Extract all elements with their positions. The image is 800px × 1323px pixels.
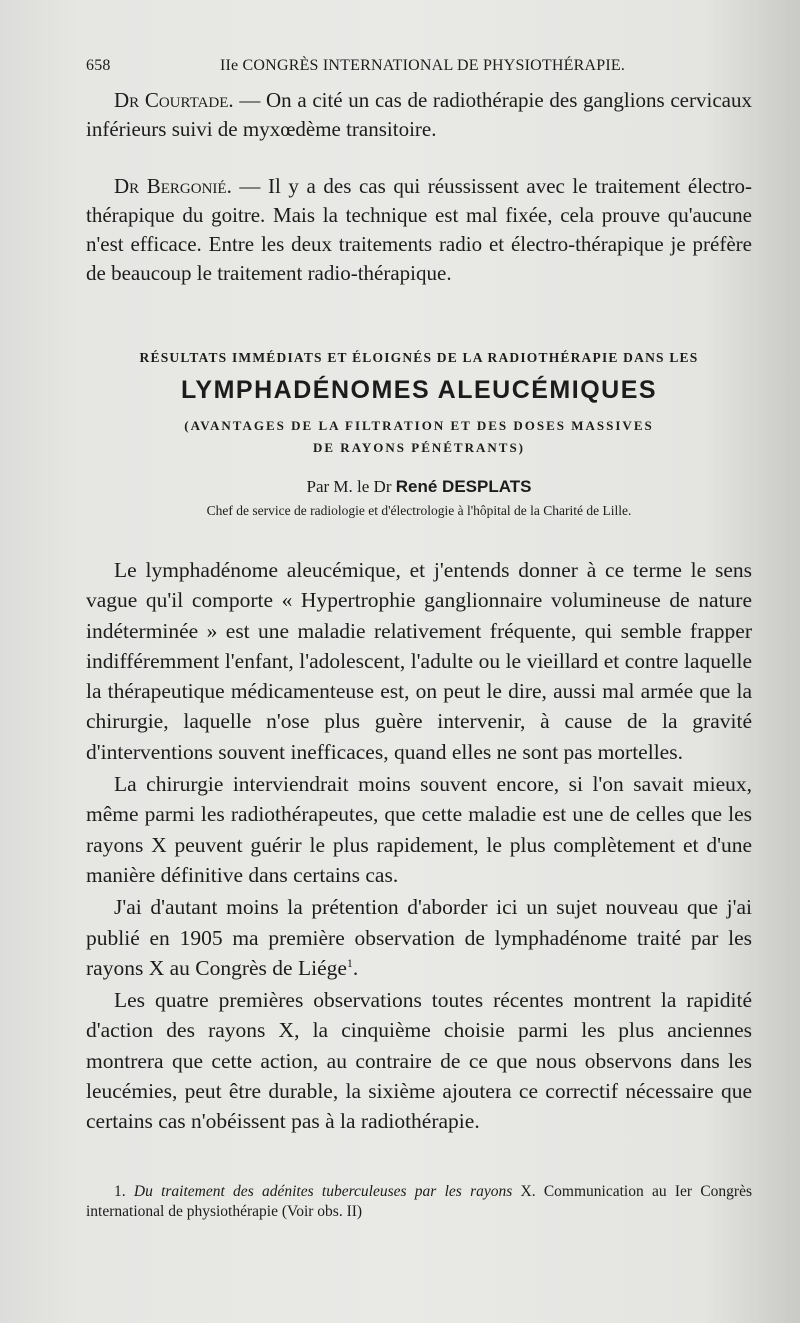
article-supratitle: RÉSULTATS IMMÉDIATS ET ÉLOIGNÉS DE LA RADIOTHÉRAPIE DANS LES: [139, 350, 699, 365]
body-paragraph: Le lymphadénome aleucémique, et j'entends donner à ce terme le sens vague qu'il comporte « Hypertrophie ganglionnaire volumineuse de nature indéterminée » est une maladie relativement fréquente, qui semble frapper indifféremment l'enfant, l'adolescent, l'adulte ou le vieillard et contre laquelle la thérapeutique médicamenteuse est, on peut le dire, aussi mal armée que la chirurgie, laquelle n'ose plus guère intervenir, à cause de la gravité d'interventions souvent inefficaces, quand elles ne sont pas mortelles.: [86, 558, 752, 764]
speaker-name: Dr Courtade.: [114, 88, 234, 112]
article-body: [86, 555, 752, 1137]
article-title-block: [86, 350, 752, 519]
running-title: IIe CONGRÈS INTERNATIONAL DE PHYSIOTHÉRAPIE.: [220, 57, 626, 74]
article-title: LYMPHADÉNOMES ALEUCÉMIQUES: [180, 376, 658, 404]
discussion-text: — On a cité un cas de radiothérapie des ganglions cervicaux inférieurs suivi de myxœdème transitoire.: [86, 88, 752, 141]
footnote-text: X. Communication au Ier Congrès international de physiothérapie (Voir obs. II): [86, 1183, 752, 1220]
footnote-number: 1.: [114, 1183, 126, 1200]
author-line: [86, 477, 752, 497]
discussion-courtade: [86, 86, 752, 144]
discussion-bergonie: [86, 172, 752, 288]
page-number: 658: [86, 57, 111, 74]
subtitle-line-1: (AVANTAGES DE LA FILTRATION ET DES DOSES MASSIVES: [184, 418, 654, 433]
body-paragraph: Les quatre premières observations toutes récentes montrent la rapidité d'action des rayons X, la cinquième choisie parmi les plus anciennes montrera que cette action, au contraire de ce que nous observons dans les leucémies, peut être durable, la sixième ajoutera ce correctif nécessaire que certains cas n'obéissent pas à la radiothérapie.: [86, 988, 752, 1134]
footnote-marker: 1: [346, 955, 353, 970]
body-paragraph: J'ai d'autant moins la prétention d'aborder ici un sujet nouveau que j'ai publié en 1905 ma première observation de lymphadénome traité par les rayons X au Congrès de Liége$^1$.: [86, 895, 752, 980]
subtitle-line-2: DE RAYONS PÉNÉTRANTS): [313, 440, 525, 455]
page-content: [86, 86, 752, 1137]
author-name: René DESPLATS: [395, 477, 532, 496]
paragraph-text: J'ai d'autant moins la prétention d'aborder ici un sujet nouveau que j'ai publié en 1905 ma première observation de lymphadénome traité par les rayons X au Congrès de Liége: [86, 895, 752, 980]
author-affiliation: Chef de service de radiologie et d'électrologie à l'hôpital de la Charité de Lille.: [206, 503, 632, 518]
footnote-italic-title: Du traitement des adénites tuberculeuses par les rayons: [133, 1183, 513, 1200]
speaker-name: Dr Bergonié.: [114, 174, 232, 198]
author-prefix: Par M. le Dr: [306, 477, 396, 496]
footnote: [86, 1182, 752, 1222]
article-subtitle: [86, 415, 752, 459]
body-paragraph: La chirurgie interviendrait moins souvent encore, si l'on savait mieux, même parmi les radiothérapeutes, que cette maladie est une de celles que les rayons X peuvent guérir le plus rapidement, le plus complètement et d'une manière définitive dans certains cas.: [86, 772, 752, 887]
discussion-text: — Il y a des cas qui réussissent avec le traitement électro-thérapique du goitre. Mais la technique est mal fixée, cela prouve qu'aucune n'est efficace. Entre les deux traitements radio et électro-thérapique je préfère de beaucoup le traitement radio-thérapique.: [86, 174, 752, 285]
